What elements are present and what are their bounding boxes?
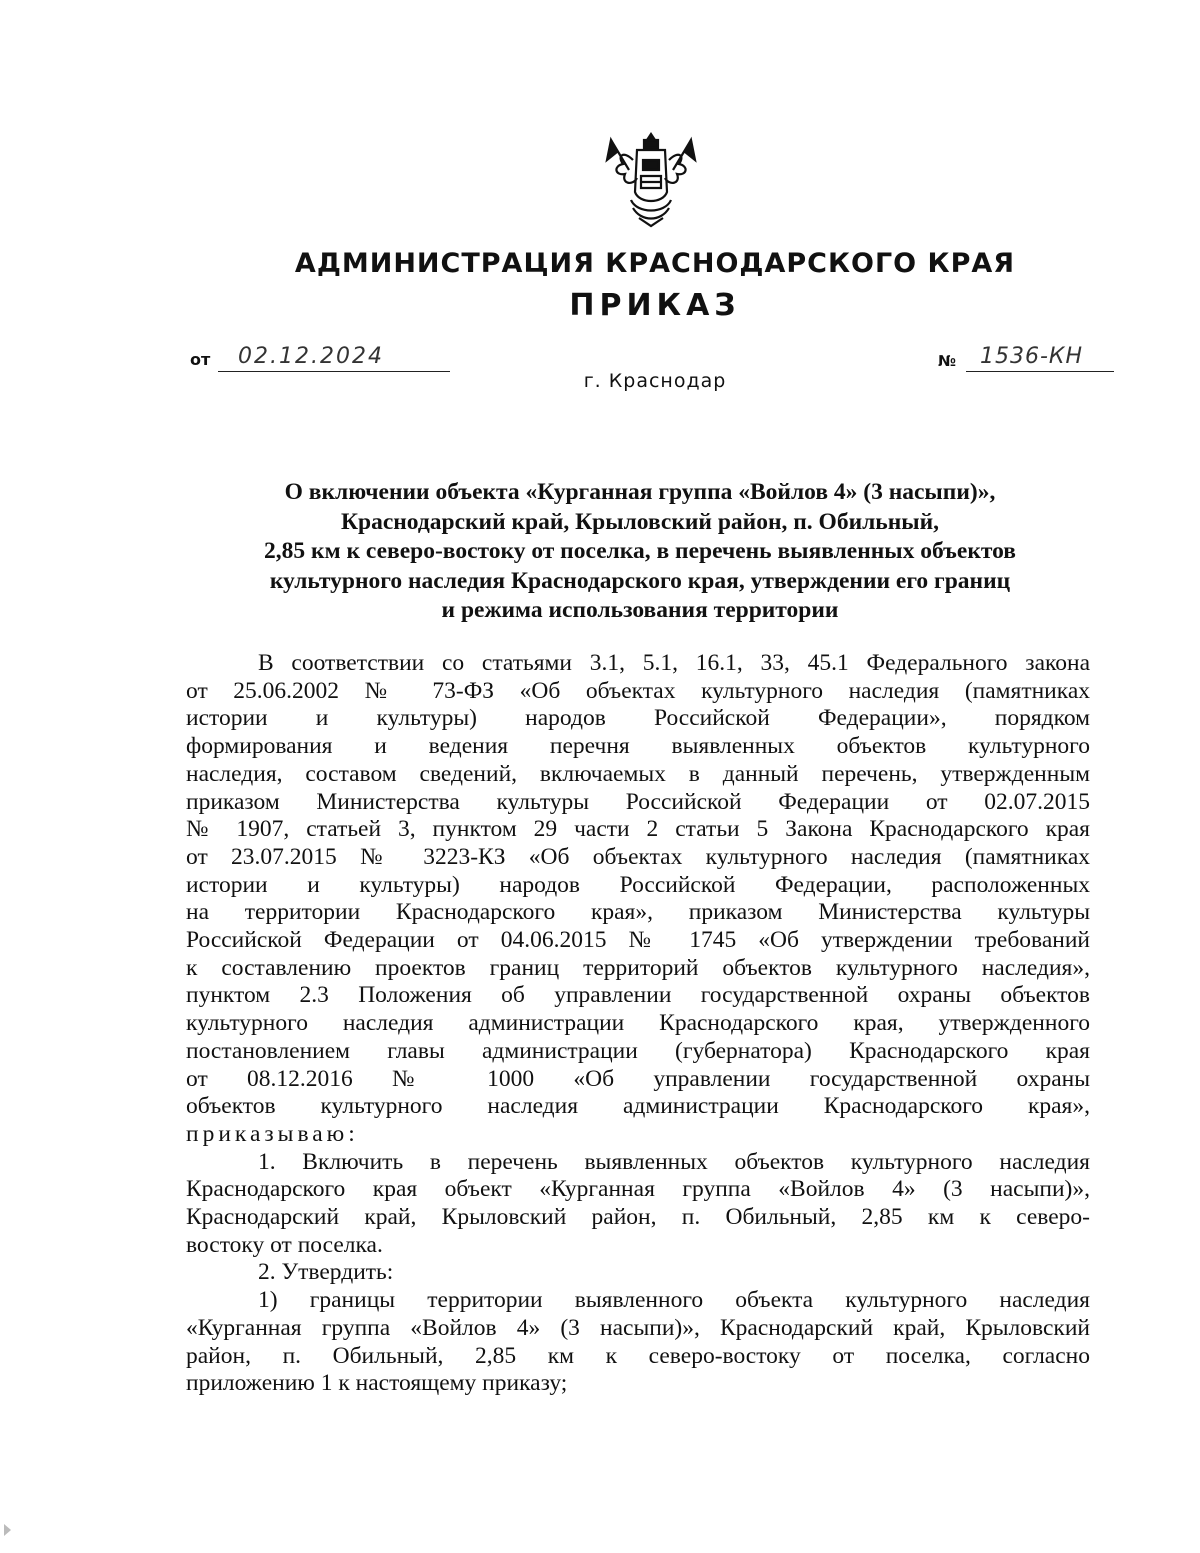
document-heading [190, 478, 1090, 626]
number-label: № [938, 352, 957, 370]
body-line: приложению 1 к настоящему приказу; [186, 1370, 568, 1397]
body-line: формирования и ведения перечня выявленных объектов культурного [186, 733, 1090, 760]
body-line: от 08.12.2016 № 1000 «Об управлении государственной охраны [186, 1065, 1090, 1092]
order-body [186, 650, 1090, 1398]
body-line: наследия, составом сведений, включаемых в данный перечень, утвержденным [186, 760, 1090, 787]
body-line: Краснодарского края объект «Курганная группа «Войлов 4» (3 насыпи)», [186, 1176, 1090, 1203]
body-line: истории и культуры) народов Российской Федерации, расположенных [186, 871, 1090, 898]
body-line: № 1907, статьей 3, пунктом 29 части 2 статьи 5 Закона Краснодарского края [186, 816, 1090, 843]
body-line: Краснодарский край, Крыловский район, п. Обильный, 2,85 км к северо- [186, 1204, 1090, 1231]
body-line: культурного наследия администрации Краснодарского края, утвержденного [186, 1010, 1090, 1037]
date-label: от [190, 350, 211, 369]
body-line: от 25.06.2002 № 73-ФЗ «Об объектах культурного наследия (памятниках [186, 677, 1090, 704]
heading-line: Краснодарский край, Крыловский район, п. Обильный, [340, 508, 940, 535]
scan-artifact-mark [2, 1520, 14, 1542]
body-line: «Курганная группа «Войлов 4» (3 насыпи)», Краснодарский край, Крыловский [186, 1314, 1090, 1341]
city-line: г. Краснодар [583, 370, 727, 392]
body-line: район, п. Обильный, 2,85 км к северо-востоку от поселка, согласно [186, 1342, 1090, 1369]
body-line: 1) границы территории выявленного объекта культурного наследия [258, 1287, 1090, 1314]
body-line: истории и культуры) народов Российской Федерации», порядком [186, 705, 1090, 732]
body-line: Российской Федерации от 04.06.2015 № 1745 «Об утверждении требований [186, 927, 1090, 954]
body-line: 2. Утвердить: [258, 1259, 394, 1286]
krasnodar-krai-coat-of-arms [603, 130, 699, 230]
body-line: В соответствии со статьями 3.1, 5.1, 16.1, 33, 45.1 Федерального закона [258, 650, 1090, 676]
body-line: пунктом 2.3 Положения об управлении государственной охраны объектов [186, 982, 1090, 1009]
body-line: востоку от поселка. [186, 1231, 383, 1258]
body-line: постановлением главы администрации (губернатора) Краснодарского края [186, 1037, 1090, 1064]
heading-line: культурного наследия Краснодарского края, утверждении его границ [269, 567, 1011, 594]
document-type: ПРИКАЗ [569, 288, 741, 323]
heading-line: О включении объекта «Курганная группа «Войлов 4» (3 насыпи)», [284, 479, 996, 505]
heading-line: и режима использования территории [441, 597, 839, 623]
number-value: 1536-КН [980, 344, 1084, 369]
body-line: на территории Краснодарского края», приказом Министерства культуры [186, 899, 1090, 926]
date-value: 02.12.2024 [238, 344, 384, 369]
body-line: приказом Министерства культуры Российской Федерации от 02.07.2015 [186, 788, 1090, 815]
body-line: к составлению проектов границ территорий объектов культурного наследия», [186, 954, 1090, 981]
body-line: 1. Включить в перечень выявленных объектов культурного наследия [258, 1148, 1090, 1175]
body-line: объектов культурного наследия администрации Краснодарского края», [186, 1093, 1090, 1120]
body-line: приказываю: [186, 1120, 359, 1147]
organization-title: АДМИНИСТРАЦИЯ КРАСНОДАРСКОГО КРАЯ [294, 248, 1016, 279]
heading-line: 2,85 км к северо-востоку от поселка, в перечень выявленных объектов [264, 538, 1016, 564]
body-line: от 23.07.2015 № 3223-КЗ «Об объектах культурного наследия (памятниках [186, 843, 1090, 870]
